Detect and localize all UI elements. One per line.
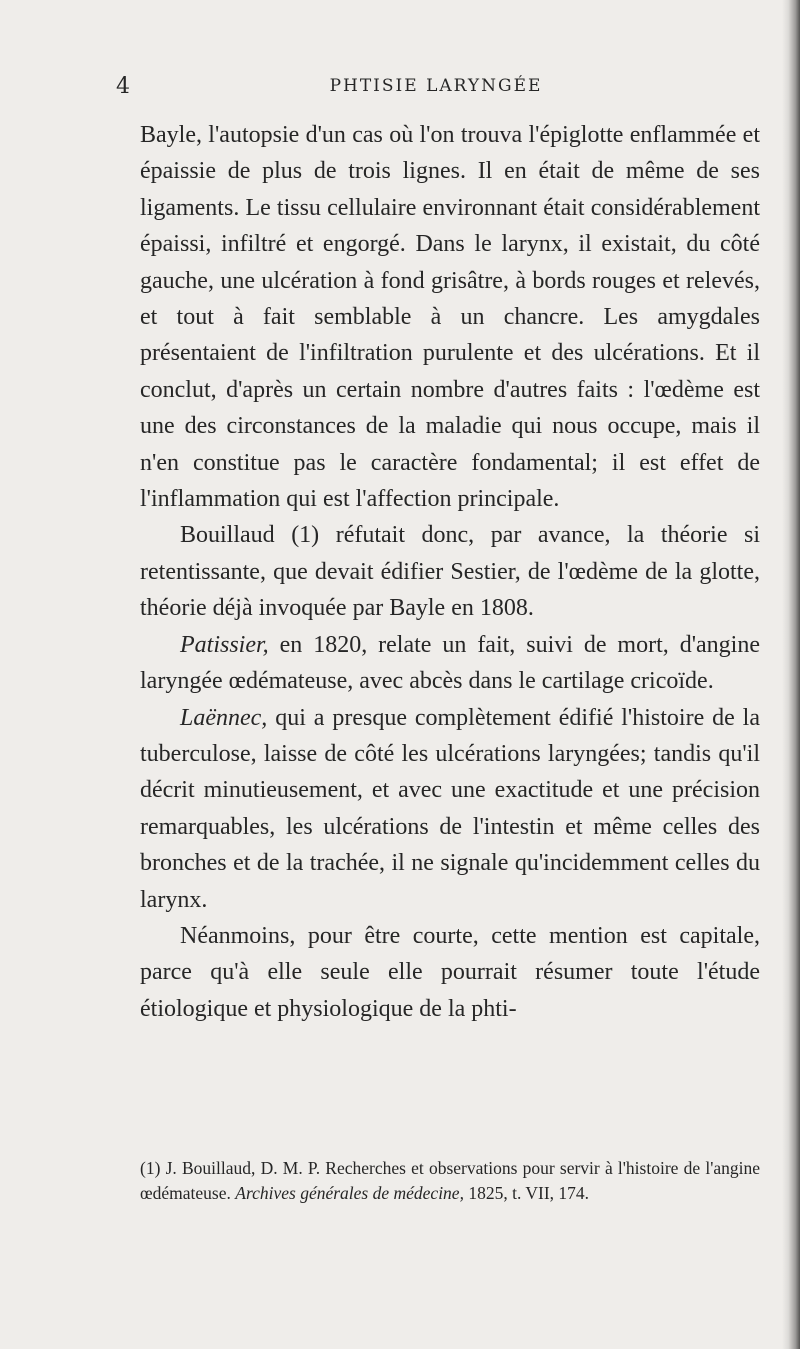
paragraph-3-text: en 1820, relate un fait, suivi de mort, d'angine laryngée œdémateuse, avec abcès dans le cartilage cricoïde. <box>140 631 760 695</box>
running-head <box>116 74 756 100</box>
footnote-text: J. Bouillaud, D. M. P. Recherches et observations pour servir à l'histoire de l'angine œdémateuse. <box>140 1158 760 1203</box>
paragraph-2 <box>140 517 760 626</box>
page-edge-shadow <box>782 0 800 1349</box>
body-text <box>140 117 760 1027</box>
paragraph-1 <box>140 117 760 517</box>
footnote-number: (1) <box>140 1158 161 1178</box>
author-name-laennec: Laënnec, <box>180 704 268 731</box>
paragraph-5-text: Néanmoins, pour être courte, cette mention est capitale, parce qu'à elle seule elle pourrait résumer toute l'étude étiologique et physiologique de la phti- <box>140 922 760 1022</box>
paragraph-1-text: Bayle, l'autopsie d'un cas où l'on trouva l'épiglotte enflammée et épaissie de plus de trois lignes. Il en était de même de ses ligaments. Le tissu cellulaire environnant était considérablement épaissi, infiltré et engorgé. Dans le larynx, il existait, du côté gauche, une ulcération à fond grisâtre, à bords rouges et relevés, et tout à fait semblable à un chancre. Les amygdales présentaient de l'infiltration purulente et des ulcérations. Et il conclut, d'après un certain nombre d'autres faits : l'œdème est une des circonstances de la maladie qui nous occupe, mais il n'en constitue pas le caractère fondamental; il est effet de l'inflammation qui est l'affection principale. <box>140 122 760 513</box>
author-name-patissier: Patissier, <box>180 631 269 658</box>
paragraph-4-text: qui a presque complètement édifié l'histoire de la tuberculose, laisse de côté les ulcérations laryngées; tandis qu'il décrit minutieusement, et avec une exactitude et une précision remarquables, les ulcérations de l'intestin et même celles des bronches et de la trachée, il ne signale qu'incidemment celles du larynx. <box>140 704 760 913</box>
footnote <box>140 1156 760 1206</box>
footnote-journal-title: Archives générales de médecine, <box>235 1183 464 1203</box>
paragraph-4 <box>140 700 760 918</box>
paragraph-2-text: Bouillaud (1) réfutait donc, par avance, la théorie si retentissante, que devait édifier Sestier, de l'œdème de la glotte, théorie déjà invoquée par Bayle en 1808. <box>140 522 760 622</box>
paragraph-3 <box>140 627 760 700</box>
running-title: PHTISIE LARYNGÉE <box>329 76 543 96</box>
footnote-citation-tail: 1825, t. VII, 174. <box>463 1183 590 1203</box>
paragraph-5 <box>140 918 760 1027</box>
page-number: 4 <box>116 74 131 99</box>
